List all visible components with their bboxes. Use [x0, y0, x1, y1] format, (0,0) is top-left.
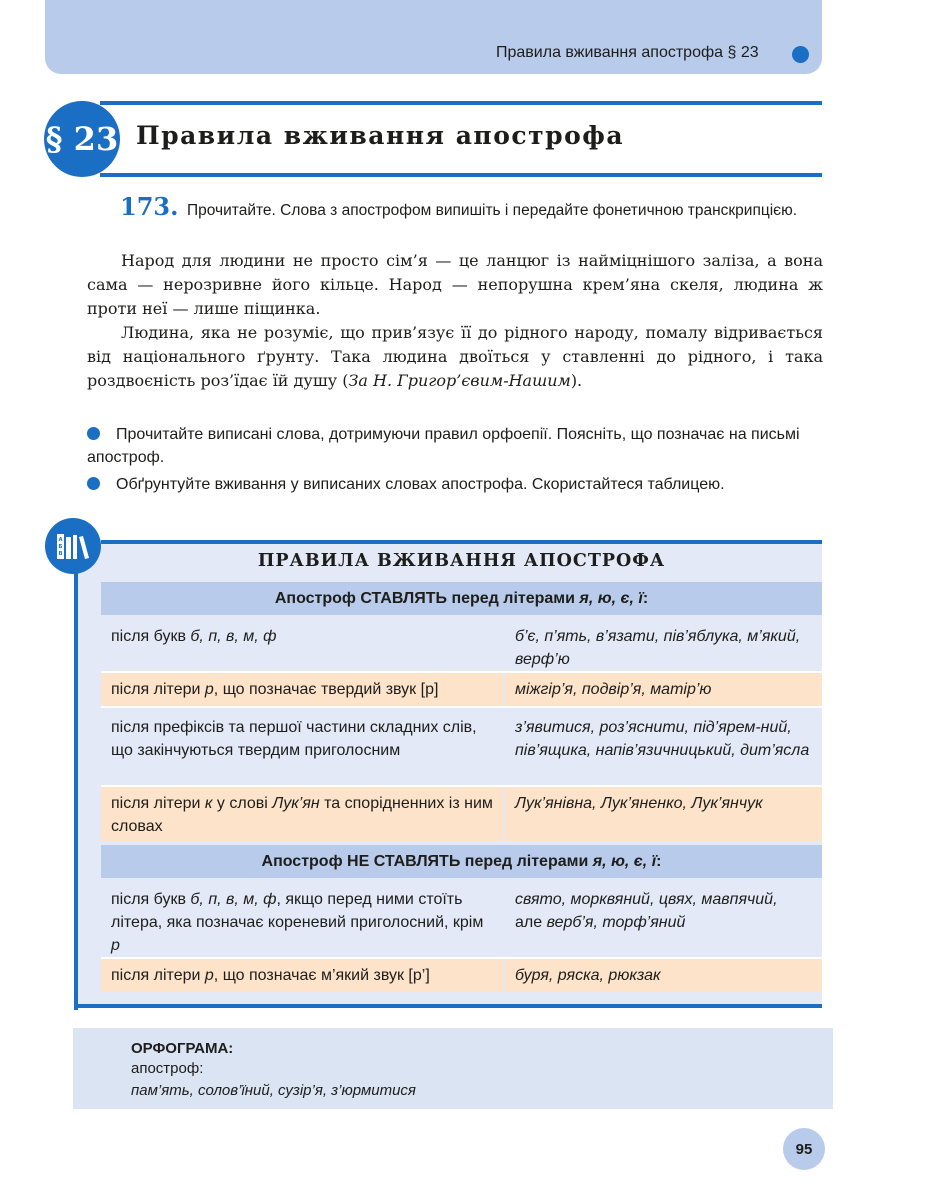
orphogram-words: пам’ять, солов’їний, сузір’я, з’юрмитися — [131, 1082, 416, 1099]
rule-exception-letter: р — [111, 937, 120, 954]
examples-but: але — [515, 914, 547, 931]
header-1-letters: я, ю, є, ї — [579, 589, 643, 607]
title-rule-bottom — [100, 173, 822, 177]
exercise-task: Прочитайте. Слова з апострофом випишіть і передайте фонетичною транскрипцією. — [187, 202, 798, 219]
paragraph-2-source: За Н. Григор’євим-Нашим — [348, 371, 571, 390]
rule-text-end: , якщо перед ними стоїть літера, яка позначає кореневий приголосний, крім — [111, 891, 488, 931]
task-bullet-2 — [87, 473, 823, 496]
table-row — [101, 617, 822, 671]
header-2-colon: : — [656, 852, 662, 870]
text-paragraph-2 — [87, 321, 823, 393]
examples-cell: з’явитися, роз’яснити, під’ярем-ний, пів’ящика, напів’язичницький, дит’ясла — [505, 708, 822, 785]
rule-letters: к — [204, 795, 213, 812]
rule-text-end: , що позначає м’який звук [р’] — [213, 967, 430, 984]
table-header-put-apostrophe — [101, 582, 822, 615]
section-number: § 23 — [45, 120, 119, 158]
table-row — [101, 673, 822, 706]
table-frame-bottom — [74, 1004, 822, 1008]
title-rule-top — [100, 101, 822, 105]
examples-cell — [505, 880, 822, 957]
svg-text:Б: Б — [58, 544, 63, 550]
examples-cell: б’є, п’ять, в’язати, пів’яблука, м’який, верф’ю — [505, 617, 822, 671]
rule-cell — [101, 617, 503, 671]
table-row — [101, 787, 822, 841]
rule-text-end: , що позначає твердий звук [р] — [213, 681, 439, 698]
examples-exception: верб’я, торф’яний — [546, 914, 686, 931]
header-1-text: Апостроф СТАВЛЯТЬ перед літерами — [274, 589, 580, 607]
rule-text: після літери — [111, 967, 205, 984]
paragraph-2-end: ). — [570, 371, 583, 390]
page-number-text: 95 — [795, 1140, 813, 1158]
svg-text:А: А — [58, 537, 63, 543]
svg-text:В: В — [58, 551, 63, 557]
section-title: Правила вживання апострофа — [136, 121, 625, 150]
task-bullet-1 — [87, 423, 823, 469]
table-header-no-apostrophe — [101, 845, 822, 878]
examples-cell: Лук’янівна, Лук’яненко, Лук’янчук — [505, 787, 822, 841]
rule-text: після літери — [111, 795, 205, 812]
table-frame-top — [101, 540, 822, 544]
exercise-text — [87, 249, 823, 393]
paragraph-2-text: Людина, яка не розуміє, що прив’язує її до рідного народу, помалу відривається від національного ґрунту. Така людина двоїться у ставленні до рідного, і така роздвоєність роз’їдає їй душу ( — [87, 323, 823, 390]
table-row — [101, 880, 822, 957]
examples-cell: міжгір’я, подвір’я, матір’ю — [505, 673, 822, 706]
examples-cell: буря, ряска, рюкзак — [505, 959, 822, 992]
rule-cell — [101, 787, 503, 841]
examples-text: свято, морквяний, цвях, мавпячий, — [515, 891, 778, 908]
rule-cell — [101, 673, 503, 706]
rule-letters: б, п, в, м, ф — [190, 628, 277, 645]
rule-cell — [101, 880, 503, 957]
header-dot — [792, 46, 809, 63]
rule-word: Лук’ян — [272, 795, 320, 812]
books-abv-icon — [45, 518, 101, 574]
rule-letters: р — [204, 967, 214, 984]
bullet-1-text: Прочитайте виписані слова, дотримуючи правил орфоепії. Поясніть, що позначає на письмі апостроф. — [87, 426, 800, 466]
rule-cell: після префіксів та першої частини складних слів, що закінчуються твердим приголосним — [101, 708, 503, 785]
rule-text: після букв — [111, 628, 191, 645]
table-frame-left — [74, 572, 78, 1010]
rule-text-end: та спорідненних із ним словах — [111, 795, 498, 835]
running-head-text: Правила вживання апострофа § 23 — [496, 44, 759, 61]
header-2-text: Апостроф НЕ СТАВЛЯТЬ перед літерами — [261, 852, 593, 870]
header-2-letters: я, ю, є, ї — [592, 852, 657, 870]
table-row — [101, 708, 822, 785]
table-title: ПРАВИЛА ВЖИВАННЯ АПОСТРОФА — [257, 551, 666, 571]
orphogram-title: ОРФОГРАМА: — [131, 1040, 234, 1057]
rule-letters: б, п, в, м, ф — [190, 891, 277, 908]
rule-text-mid: у слові — [212, 795, 273, 812]
section-number-badge — [44, 101, 120, 177]
table-row — [101, 959, 822, 992]
exercise-number: 173. — [120, 192, 179, 221]
rule-cell — [101, 959, 503, 992]
orphogram-subtitle: апостроф: — [131, 1060, 204, 1077]
page-number — [783, 1128, 825, 1170]
text-paragraph-1: Народ для людини не просто сім’я — це ланцюг із найміцнішого заліза, а вона сама — нерозривне його кільце. Народ — непорушна крем’яна скеля, людина ж проти неї — лише піщинка. — [87, 251, 823, 318]
bullet-2-text: Обґрунтуйте вживання у виписаних словах апострофа. Скористайтеся таблицею. — [116, 476, 725, 493]
rule-letters: р — [204, 681, 214, 698]
running-header-band — [45, 0, 822, 74]
rule-text: після літери — [111, 681, 205, 698]
bullet-dot-icon — [87, 477, 100, 490]
rule-text: після букв — [111, 891, 191, 908]
bullet-dot-icon — [87, 427, 100, 440]
header-1-colon: : — [642, 589, 649, 607]
